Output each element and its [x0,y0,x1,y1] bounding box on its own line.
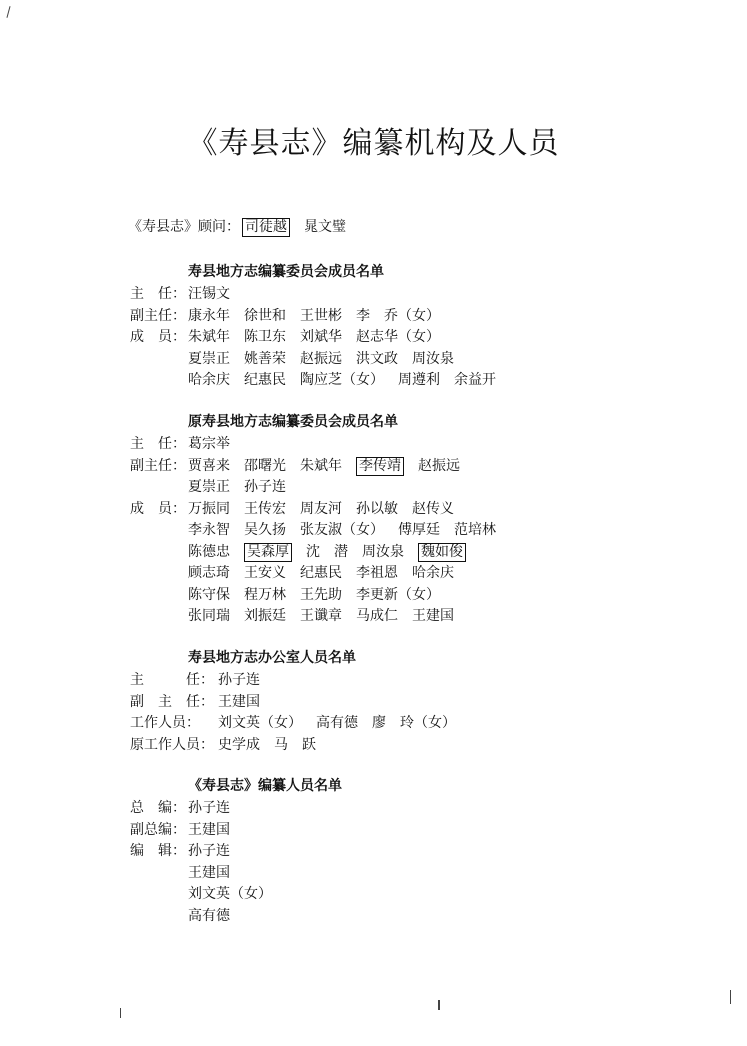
person-name: 周遵利 [398,372,440,388]
person-name: 汪锡文 [188,286,230,302]
person-name: 康永年 [188,307,230,324]
boxed-name: 司徒越 [242,218,290,237]
person-name: 顾志琦 [188,565,230,581]
advisor-line [128,217,346,237]
person-name: 陶应芝（女） [300,372,384,388]
name-row [188,820,230,840]
name-row [218,670,260,690]
person-name: 纪惠民 [244,372,286,388]
person-name: 哈余庆 [188,372,230,388]
boxed-name: 吴森厚 [244,543,292,562]
name-row [188,563,454,583]
name-row [218,692,260,712]
row-label: 副主任： [130,457,186,474]
name-row [188,798,230,818]
person-name: 孙子连 [218,672,260,688]
name-row [188,906,230,926]
name-row [188,370,496,390]
person-name: 马 跃 [274,736,316,753]
section-heading: 《寿县志》编纂人员名单 [188,778,342,794]
page-title: 《寿县志》编纂机构及人员 [187,126,560,161]
person-name: 李永智 [188,522,230,538]
person-name: 周友河 [300,500,342,517]
row-label: 主 任： [130,672,214,688]
person-name: 刘斌华 [300,329,342,345]
person-name: 刘振廷 [244,608,286,624]
person-name: 赵志华（女） [356,329,440,345]
name-row [188,606,454,626]
name-row [188,456,460,476]
person-name: 贾喜来 [188,457,230,474]
person-name: 陈德忠 [188,543,230,560]
name-row [188,841,230,861]
person-name: 吴久扬 [244,522,286,538]
person-name: 傅厚廷 [398,522,440,538]
person-name: 高有德 [316,715,358,731]
row-label: 工作人员： [130,715,200,731]
section-heading: 原寿县地方志编纂委员会成员名单 [188,414,398,430]
row-label: 副总编： [130,821,186,838]
person-name: 余益开 [454,372,496,388]
person-name: 纪惠民 [300,565,342,581]
scan-mark [6,6,10,18]
person-name: 孙子连 [188,800,230,816]
person-name: 李更新（女） [356,586,440,603]
name-row [188,284,230,304]
person-name: 徐世和 [244,307,286,324]
person-name: 孙子连 [188,843,230,859]
row-label: 总 编： [130,800,186,816]
person-name: 邵曙光 [244,457,286,474]
row-label: 主 任： [130,436,186,452]
scan-mark [120,1008,121,1018]
person-name: 葛宗举 [188,436,230,452]
person-name: 李 乔（女） [356,307,440,324]
person-name: 马成仁 [356,608,398,624]
person-name: 程万林 [244,586,286,603]
person-name: 万振同 [188,500,230,517]
name-row [188,863,230,883]
name-row [218,713,456,733]
person-name: 陈卫东 [244,329,286,345]
name-row [188,327,440,347]
person-name: 王世彬 [300,307,342,324]
row-label: 成 员： [130,329,186,345]
name-row [188,349,454,369]
person-name: 王建国 [188,864,230,881]
person-name: 赵振远 [300,350,342,367]
name-row [188,520,496,540]
scan-mark [438,1000,440,1010]
person-name: 夏崇正 [188,479,230,495]
person-name: 张同瑞 [188,608,230,624]
person-name: 陈守保 [188,586,230,603]
person-name: 张友淑（女） [300,522,384,538]
name-row [188,477,286,497]
boxed-name: 魏如俊 [418,543,466,562]
section-heading: 寿县地方志编纂委员会成员名单 [188,264,384,280]
person-name: 赵振远 [418,457,460,474]
row-label: 原工作人员： [130,736,214,753]
person-name: 廖 玲（女） [372,715,456,731]
person-name: 姚善荣 [244,350,286,367]
person-name: 夏崇正 [188,350,230,367]
boxed-name: 李传靖 [356,457,404,476]
person-name: 王谶章 [300,608,342,624]
person-name: 朱斌年 [188,329,230,345]
row-label: 成 员： [130,500,186,517]
person-name: 刘文英（女） [188,886,272,902]
person-name: 史学成 [218,736,260,753]
name-row [188,434,230,454]
person-name: 王传宏 [244,500,286,517]
person-name: 王建国 [218,693,260,710]
row-label: 编 辑： [130,843,186,859]
person-name: 周汝泉 [362,543,404,560]
name-row [188,585,440,605]
name-row [188,499,454,519]
person-name: 孙以敏 [356,500,398,517]
person-name: 朱斌年 [300,457,342,474]
section-heading: 寿县地方志办公室人员名单 [188,650,356,666]
name-row [188,306,440,326]
person-name: 刘文英（女） [218,715,302,731]
name-row [218,735,316,755]
person-name: 王建国 [188,821,230,838]
person-name: 李祖恩 [356,565,398,581]
person-name: 周汝泉 [412,350,454,367]
person-name: 王先助 [300,586,342,603]
name-row [188,884,272,904]
person-name: 洪文政 [356,350,398,367]
row-label: 主 任： [130,286,186,302]
name-row [188,542,466,562]
person-name: 沈 潜 [306,543,348,560]
row-label: 副 主 任： [130,693,214,710]
scan-mark [730,990,731,1004]
person-name: 晁文璧 [304,219,346,235]
person-name: 王安义 [244,565,286,581]
person-name: 赵传义 [412,500,454,517]
person-name: 哈余庆 [412,565,454,581]
advisor-label: 《寿县志》顾问： [128,219,240,235]
row-label: 副主任： [130,307,186,324]
person-name: 范培林 [454,522,496,538]
person-name: 高有德 [188,907,230,924]
person-name: 孙子连 [244,479,286,495]
person-name: 王建国 [412,608,454,624]
